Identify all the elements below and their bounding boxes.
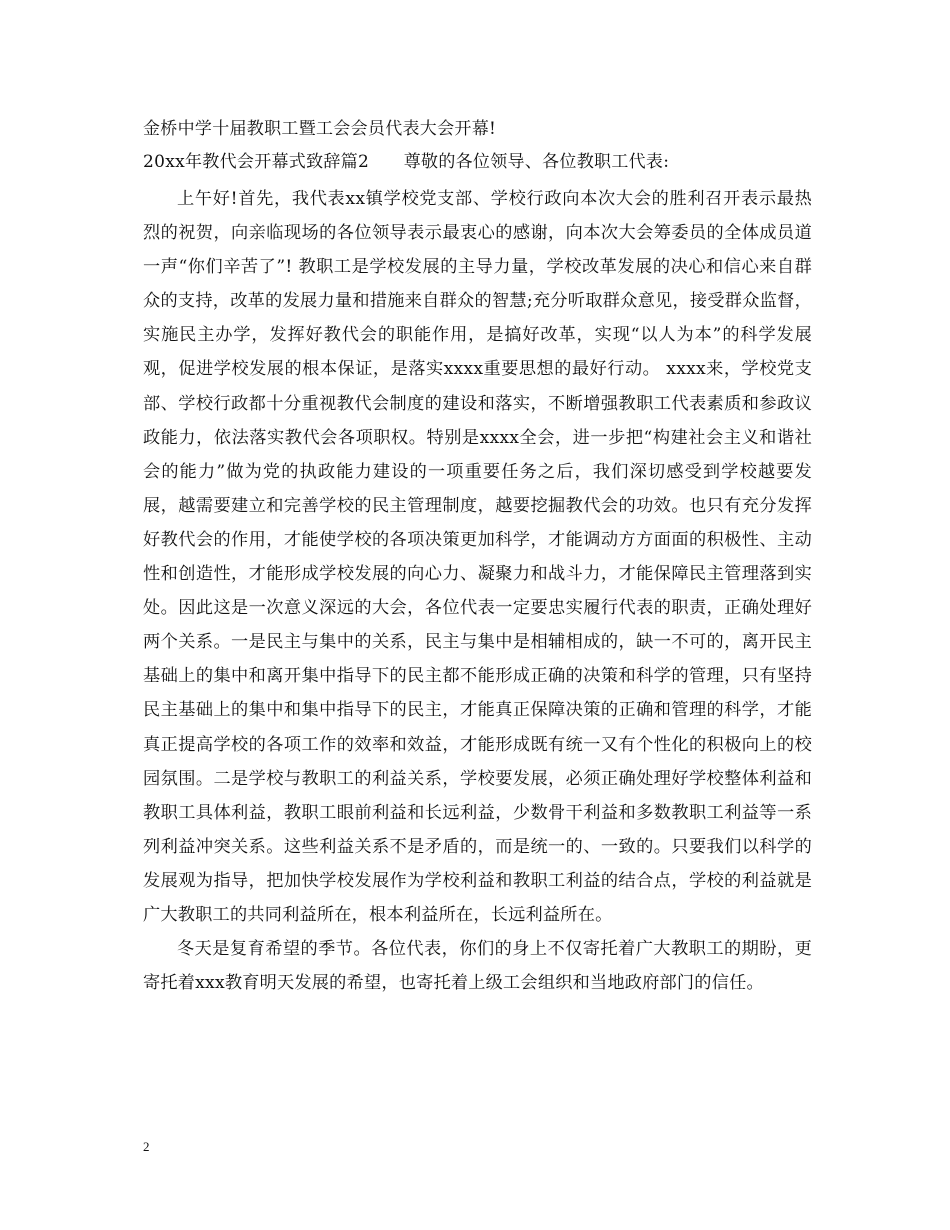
document-body xyxy=(143,182,812,1000)
body-paragraph-1: 上午好!首先，我代表xx镇学校党支部、学校行政向本次大会的胜利召开表示最热烈的祝贺，向亲临现场的各位领导表示最衷心的感谢，向本次大会筹委员的全体成员道一声“你们辛苦了”! 教职工是学校发展的主导力量，学校改革发展的决心和信心来自群众的支持，改革的发展力量和措施来自群众的智慧;充分听取群众意见，接受群众监督，实施民主办学，发挥好教代会的职能作用，是搞好改革，实现“以人为本”的科学发展观，促进学校发展的根本保证，是落实xxxx重要思想的最好行动。 xxxx来，学校党支部、学校行政都十分重视教代会制度的建设和落实，不断增强教职工代表素质和参政议政能力，依法落实教代会各项职权。特别是xxxx全会，进一步把“构建社会主义和谐社会的能力”做为党的执政能力建设的一项重要任务之后，我们深切感受到学校越要发展，越需要建立和完善学校的民主管理制度，越要挖掘教代会的功效。也只有充分发挥好教代会的作用，才能使学校的各项决策更加科学，才能调动方方面面的积极性、主动性和创造性，才能形成学校发展的向心力、凝聚力和战斗力，才能保障民主管理落到实处。因此这是一次意义深远的大会，各位代表一定要忠实履行代表的职责，正确处理好两个关系。一是民主与集中的关系，民主与集中是相辅相成的，缺一不可的，离开民主基础上的集中和离开集中指导下的民主都不能形成正确的决策和科学的管理，只有坚持民主基础上的集中和集中指导下的民主，才能真正保障决策的正确和管理的科学，才能真正提高学校的各项工作的效率和效益，才能形成既有统一又有个性化的积极向上的校园氛围。二是学校与教职工的利益关系，学校要发展，必须正确处理好学校整体利益和教职工具体利益，教职工眼前利益和长远利益，少数骨干利益和多数教职工利益等一系列利益冲突关系。这些利益关系不是矛盾的，而是统一的、一致的。只要我们以科学的发展观为指导，把加快学校发展作为学校利益和教职工利益的结合点，学校的利益就是广大教职工的共同利益所在，根本利益所在，长远利益所在。 xyxy=(143,189,812,925)
body-paragraph-2: 冬天是复育希望的季节。各位代表，你们的身上不仅寄托着广大教职工的期盼，更寄托着xxx教育明天发展的希望，也寄托着上级工会组织和当地政府部门的信任。 xyxy=(143,939,812,994)
page-number: 2 xyxy=(143,1139,150,1154)
document-title: 金桥中学十届教职工暨工会会员代表大会开幕! xyxy=(143,119,497,139)
document-subtitle: 20xx年教代会开幕式致辞篇2 尊敬的各位领导、各位教职工代表: xyxy=(143,152,670,172)
